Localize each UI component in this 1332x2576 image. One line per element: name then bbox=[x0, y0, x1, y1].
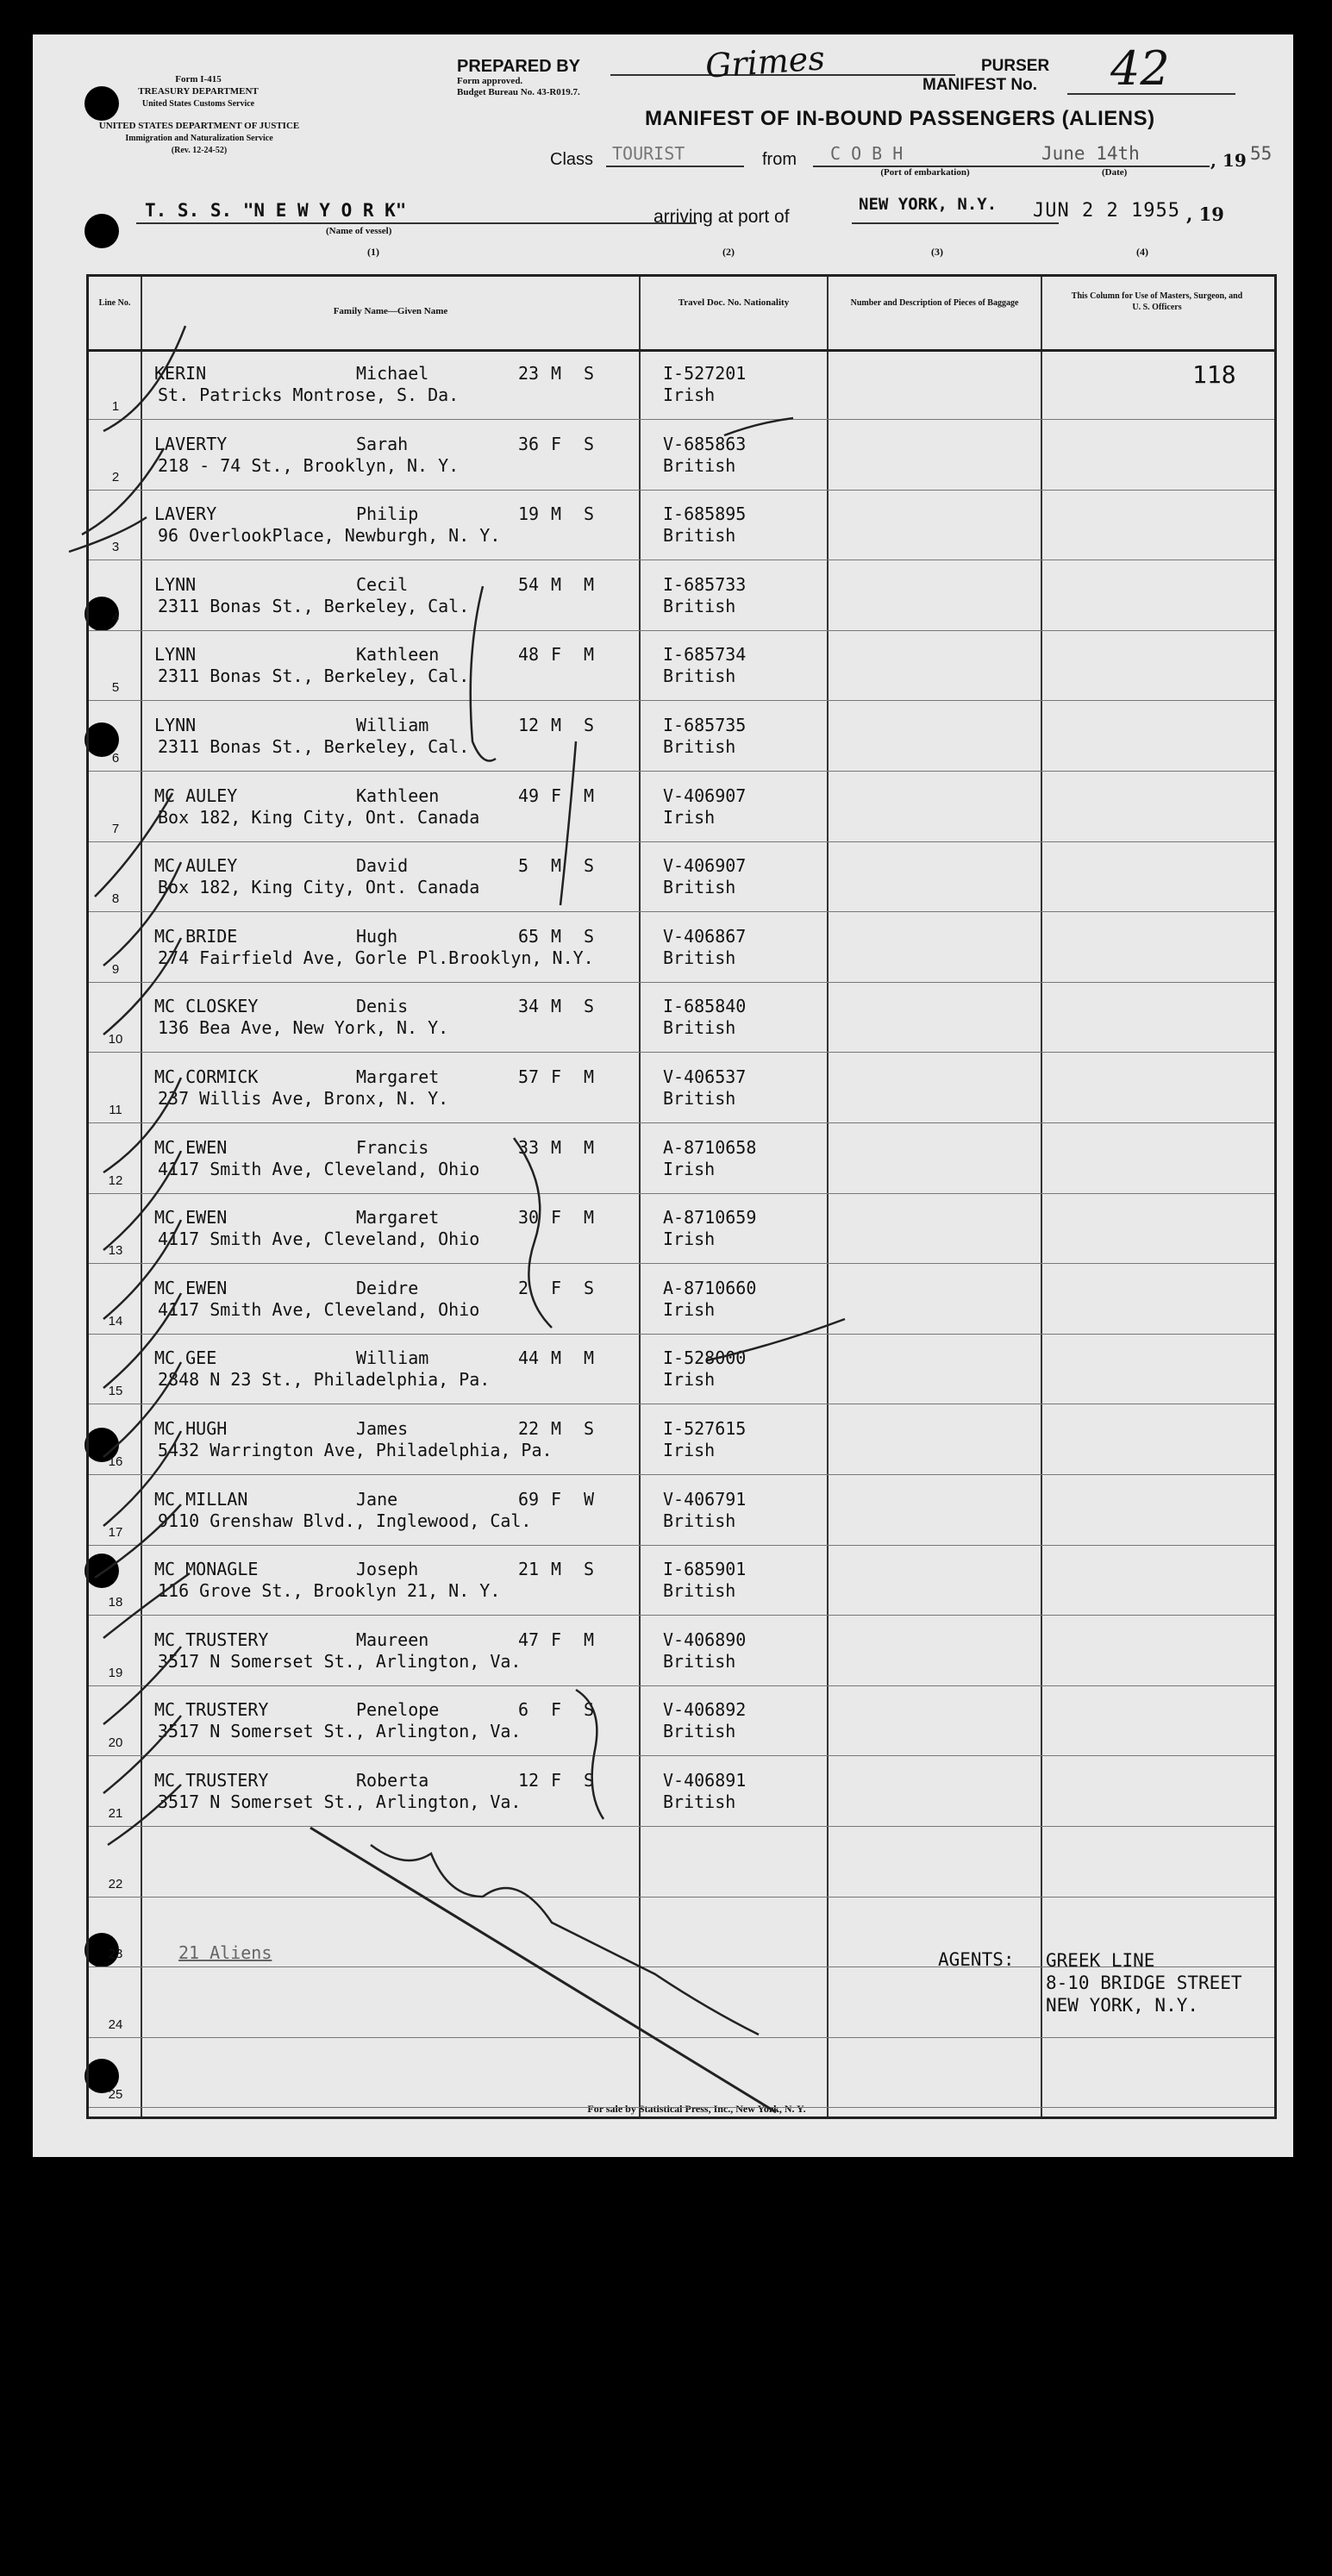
passenger-family-name: LYNN bbox=[154, 644, 197, 666]
passenger-marital-status: M bbox=[584, 785, 595, 806]
line-number: 24 bbox=[108, 2016, 123, 2032]
passenger-sex: M bbox=[551, 363, 562, 384]
officer-note: 118 bbox=[1192, 360, 1236, 389]
passenger-family-name: MC AULEY bbox=[154, 855, 238, 877]
check-mark bbox=[103, 1151, 181, 1250]
passenger-sex: F bbox=[551, 1277, 562, 1298]
passenger-given-name: Michael bbox=[356, 363, 429, 384]
passenger-given-name: Denis bbox=[356, 996, 409, 1017]
passenger-family-name: MC MILLAN bbox=[154, 1488, 248, 1510]
passenger-family-name: LYNN bbox=[154, 573, 197, 595]
passenger-address: 218 - 74 St., Brooklyn, N. Y. bbox=[158, 454, 460, 476]
line-number: 4 bbox=[111, 610, 120, 625]
line-number: 22 bbox=[108, 1876, 123, 1891]
passenger-sex: F bbox=[551, 1770, 562, 1791]
passenger-family-name: KERIN bbox=[154, 363, 207, 384]
line-number: 8 bbox=[111, 891, 120, 907]
travel-doc-number: V-406791 bbox=[663, 1488, 747, 1510]
arriving-label: arriving at port of bbox=[653, 207, 790, 227]
diagonal-signature bbox=[371, 1845, 759, 2035]
passenger-given-name: Philip bbox=[356, 503, 419, 525]
line-number: 20 bbox=[108, 1735, 123, 1751]
arrival-date-stamp: JUN 2 2 1955 bbox=[1033, 200, 1180, 222]
passenger-family-name: MC GEE bbox=[154, 1347, 217, 1369]
check-mark bbox=[707, 1319, 845, 1360]
travel-doc-number: A-8710660 bbox=[663, 1277, 757, 1298]
passenger-sex: F bbox=[551, 785, 562, 806]
passenger-age: 54 bbox=[518, 573, 540, 595]
prepared-by-signature: Grimes bbox=[704, 39, 827, 85]
diagonal-signature-line bbox=[310, 1828, 776, 2112]
passenger-sex: F bbox=[551, 1207, 562, 1229]
travel-doc-number: I-527201 bbox=[663, 363, 747, 384]
col-num-3: (3) bbox=[931, 246, 943, 258]
line-number: 18 bbox=[108, 1595, 123, 1610]
passenger-nationality: British bbox=[663, 947, 736, 968]
passenger-address: 3517 N Somerset St., Arlington, Va. bbox=[158, 1791, 522, 1812]
line-number: 21 bbox=[108, 1806, 123, 1821]
passenger-given-name: William bbox=[356, 715, 429, 735]
col-num-1: (1) bbox=[367, 246, 379, 258]
check-mark bbox=[103, 1647, 181, 1724]
passenger-sex: M bbox=[551, 1347, 562, 1369]
passenger-marital-status: S bbox=[584, 925, 595, 947]
passenger-age: 6 bbox=[518, 1699, 529, 1721]
passenger-nationality: British bbox=[663, 1791, 736, 1812]
passenger-given-name: Francis bbox=[356, 1136, 429, 1158]
passenger-address: 2848 N 23 St., Philadelphia, Pa. bbox=[158, 1369, 491, 1391]
header-baggage: Number and Description of Pieces of Baggage bbox=[850, 298, 1019, 308]
passenger-age: 12 bbox=[518, 1770, 540, 1791]
line-number: 3 bbox=[111, 540, 120, 555]
travel-doc-number: I-685734 bbox=[663, 644, 747, 666]
passenger-nationality: British bbox=[663, 1088, 736, 1109]
passenger-age: 47 bbox=[518, 1629, 540, 1650]
agent-city: NEW YORK, N.Y. bbox=[1046, 1995, 1199, 2016]
passenger-nationality: British bbox=[663, 877, 736, 898]
prepared-by-label: PREPARED BY bbox=[457, 57, 580, 76]
passenger-address: 136 Bea Ave, New York, N. Y. bbox=[158, 1017, 449, 1039]
passenger-nationality: British bbox=[663, 1580, 736, 1602]
passenger-sex: F bbox=[551, 1699, 562, 1721]
date-label: (Date) bbox=[1102, 167, 1128, 178]
passenger-family-name: MC EWEN bbox=[154, 1136, 228, 1158]
passenger-given-name: Kathleen bbox=[356, 644, 440, 666]
passenger-marital-status: S bbox=[584, 1559, 595, 1580]
justice-dept: UNITED STATES DEPARTMENT OF JUSTICE bbox=[98, 121, 300, 131]
check-mark bbox=[103, 1293, 181, 1388]
passenger-given-name: Hugh bbox=[356, 925, 398, 947]
line-number: 7 bbox=[111, 821, 120, 836]
passenger-sex: M bbox=[551, 715, 562, 735]
line-number: 23 bbox=[108, 1947, 123, 1962]
form-approved: Form approved. bbox=[457, 76, 523, 86]
col-num-4: (4) bbox=[1136, 246, 1148, 258]
line-number: 14 bbox=[108, 1313, 123, 1329]
agent-name: GREEK LINE bbox=[1046, 1950, 1155, 1971]
passenger-marital-status: S bbox=[584, 1770, 595, 1791]
passenger-address: 4117 Smith Ave, Cleveland, Ohio bbox=[158, 1229, 480, 1250]
travel-doc-number: V-406537 bbox=[663, 1066, 747, 1087]
check-mark bbox=[103, 1716, 181, 1793]
check-mark bbox=[69, 517, 147, 555]
passenger-address: 3517 N Somerset St., Arlington, Va. bbox=[158, 1721, 522, 1742]
passenger-nationality: British bbox=[663, 1650, 736, 1672]
passenger-nationality: Irish bbox=[663, 1158, 716, 1179]
passenger-age: 12 bbox=[518, 715, 540, 735]
passenger-family-name: MC TRUSTERY bbox=[154, 1699, 269, 1721]
passenger-marital-status: S bbox=[584, 363, 595, 384]
ins-service: Immigration and Naturalization Service bbox=[125, 134, 273, 143]
from-value: C O B H bbox=[830, 143, 904, 164]
passenger-family-name: LAVERY bbox=[154, 503, 217, 525]
passenger-marital-status: W bbox=[584, 1488, 595, 1510]
passenger-age: 2 bbox=[518, 1277, 529, 1298]
travel-doc-number: I-685901 bbox=[663, 1559, 747, 1580]
travel-doc-number: A-8710659 bbox=[663, 1207, 757, 1229]
class-value: TOURIST bbox=[612, 143, 685, 164]
passenger-marital-status: S bbox=[584, 996, 595, 1017]
passenger-nationality: British bbox=[663, 525, 736, 547]
check-mark bbox=[95, 1504, 181, 1578]
passenger-family-name: MC CORMICK bbox=[154, 1066, 259, 1087]
passenger-family-name: MC TRUSTERY bbox=[154, 1770, 269, 1791]
passenger-family-name: MC EWEN bbox=[154, 1277, 228, 1298]
vessel-name: T. S. S. "N E W Y O R K" bbox=[145, 200, 407, 221]
passenger-nationality: British bbox=[663, 1721, 736, 1742]
passenger-sex: F bbox=[551, 644, 562, 666]
passenger-address: 2311 Bonas St., Berkeley, Cal. bbox=[158, 595, 470, 616]
passenger-sex: M bbox=[551, 503, 562, 525]
passenger-age: 5 bbox=[518, 855, 529, 877]
port-embarkation-label: (Port of embarkation) bbox=[880, 167, 970, 178]
revision: (Rev. 12-24-52) bbox=[171, 146, 228, 155]
passenger-sex: F bbox=[551, 1066, 562, 1087]
passenger-sex: M bbox=[551, 1136, 562, 1158]
passenger-sex: F bbox=[551, 1629, 562, 1650]
passenger-age: 57 bbox=[518, 1066, 540, 1087]
travel-doc-number: I-685840 bbox=[663, 996, 747, 1017]
passenger-marital-status: S bbox=[584, 503, 595, 525]
line-number: 10 bbox=[108, 1032, 123, 1047]
passenger-sex: M bbox=[551, 855, 562, 877]
check-mark bbox=[724, 418, 793, 435]
passenger-address: 237 Willis Ave, Bronx, N. Y. bbox=[158, 1088, 449, 1109]
passenger-given-name: Roberta bbox=[356, 1770, 429, 1791]
date-value: June 14th bbox=[1041, 143, 1140, 164]
passenger-family-name: MC CLOSKEY bbox=[154, 996, 259, 1017]
budget-bureau: Budget Bureau No. 43-R019.7. bbox=[457, 87, 580, 97]
passenger-given-name: William bbox=[356, 1347, 429, 1369]
year-value: 55 bbox=[1250, 143, 1273, 164]
line-number: 9 bbox=[111, 961, 120, 977]
passenger-address: 2311 Bonas St., Berkeley, Cal. bbox=[158, 736, 470, 757]
passenger-marital-status: M bbox=[584, 1136, 595, 1158]
passenger-sex: M bbox=[551, 1418, 562, 1439]
passenger-address: 96 OverlookPlace, Newburgh, N. Y. bbox=[158, 525, 501, 547]
passenger-address: 116 Grove St., Brooklyn 21, N. Y. bbox=[158, 1580, 501, 1602]
passenger-family-name: LAVERTY bbox=[154, 433, 228, 454]
passenger-marital-status: S bbox=[584, 1277, 595, 1298]
bracket-mark bbox=[471, 586, 496, 761]
passenger-given-name: Margaret bbox=[356, 1207, 440, 1229]
line-number: 12 bbox=[108, 1172, 123, 1188]
passenger-nationality: Irish bbox=[663, 1229, 716, 1250]
line-number: 2 bbox=[111, 469, 120, 485]
passenger-given-name: Penelope bbox=[356, 1699, 440, 1721]
passenger-sex: F bbox=[551, 1488, 562, 1510]
line-number: 17 bbox=[108, 1524, 123, 1540]
passenger-marital-status: M bbox=[584, 644, 595, 666]
passenger-sex: F bbox=[551, 433, 562, 454]
bracket-mark bbox=[576, 1690, 603, 1819]
treasury-dept: TREASURY DEPARTMENT bbox=[138, 86, 259, 97]
check-mark bbox=[103, 1078, 181, 1172]
passenger-marital-status: M bbox=[584, 1629, 595, 1650]
passenger-age: 19 bbox=[518, 503, 540, 525]
passenger-nationality: Irish bbox=[663, 1440, 716, 1460]
travel-doc-number: I-528000 bbox=[663, 1347, 747, 1369]
check-mark bbox=[103, 938, 181, 1035]
passenger-nationality: British bbox=[663, 666, 736, 687]
passenger-marital-status: S bbox=[584, 855, 595, 877]
travel-doc-number: V-406907 bbox=[663, 855, 747, 877]
passenger-marital-status: S bbox=[584, 715, 595, 735]
passenger-nationality: Irish bbox=[663, 806, 716, 828]
passenger-address: 5432 Warrington Ave, Philadelphia, Pa. bbox=[158, 1440, 553, 1460]
check-mark bbox=[103, 1573, 190, 1638]
check-mark bbox=[103, 1362, 181, 1457]
passenger-sex: M bbox=[551, 925, 562, 947]
passenger-family-name: MC TRUSTERY bbox=[154, 1629, 269, 1650]
customs-service: United States Customs Service bbox=[141, 99, 255, 109]
passenger-marital-status: S bbox=[584, 1418, 595, 1439]
line-number: 1 bbox=[111, 399, 120, 414]
travel-doc-number: V-685863 bbox=[663, 433, 747, 454]
line-number: 16 bbox=[108, 1454, 123, 1469]
travel-doc-number: V-406867 bbox=[663, 925, 747, 947]
check-mark bbox=[82, 448, 164, 535]
passenger-family-name: MC BRIDE bbox=[154, 925, 238, 947]
year-prefix: , 19 bbox=[1210, 150, 1247, 171]
manifest-title: MANIFEST OF IN-BOUND PASSENGERS (ALIENS) bbox=[645, 107, 1155, 130]
line-number: 5 bbox=[111, 680, 120, 696]
passenger-marital-status: M bbox=[584, 1347, 595, 1369]
passenger-address: 2311 Bonas St., Berkeley, Cal. bbox=[158, 666, 470, 687]
manifest-number: 42 bbox=[1110, 41, 1170, 96]
passenger-given-name: Sarah bbox=[356, 433, 409, 454]
header-travel-doc: Travel Doc. No. Nationality bbox=[678, 297, 790, 308]
line-number: 13 bbox=[108, 1243, 123, 1259]
passenger-age: 23 bbox=[518, 363, 540, 384]
passenger-given-name: Cecil bbox=[356, 573, 409, 595]
passenger-address: 4117 Smith Ave, Cleveland, Ohio bbox=[158, 1158, 480, 1179]
purser-label: PURSER bbox=[981, 57, 1050, 75]
passenger-nationality: Irish bbox=[663, 385, 716, 405]
class-label: Class bbox=[550, 150, 594, 169]
passenger-family-name: MC EWEN bbox=[154, 1207, 228, 1229]
passenger-family-name: MC HUGH bbox=[154, 1418, 228, 1439]
vessel-label: (Name of vessel) bbox=[326, 226, 392, 236]
line-number: 6 bbox=[111, 751, 120, 766]
travel-doc-number: A-8710658 bbox=[663, 1136, 757, 1158]
form-number: Form I-415 bbox=[175, 74, 222, 84]
check-mark bbox=[95, 793, 172, 897]
passenger-age: 34 bbox=[518, 996, 540, 1017]
manifest-no-label: MANIFEST No. bbox=[922, 76, 1037, 94]
passenger-given-name: Jane bbox=[356, 1488, 398, 1510]
passenger-address: 274 Fairfield Ave, Gorle Pl.Brooklyn, N.Y. bbox=[158, 947, 594, 968]
passenger-age: 49 bbox=[518, 785, 540, 806]
passenger-age: 33 bbox=[518, 1136, 540, 1158]
passenger-age: 44 bbox=[518, 1347, 540, 1369]
check-mark bbox=[108, 1785, 181, 1845]
arrival-port: NEW YORK, N.Y. bbox=[859, 195, 997, 214]
travel-doc-number: V-406892 bbox=[663, 1699, 747, 1721]
passenger-address: St. Patricks Montrose, S. Da. bbox=[158, 385, 460, 405]
passenger-nationality: Irish bbox=[663, 1369, 716, 1391]
passenger-given-name: Joseph bbox=[356, 1559, 419, 1580]
check-mark bbox=[103, 1431, 181, 1526]
printer-footer: For sale by Statistical Press, Inc., New York, N. Y. bbox=[587, 2103, 806, 2115]
passenger-nationality: British bbox=[663, 1017, 736, 1039]
passenger-marital-status: M bbox=[584, 1207, 595, 1229]
passenger-given-name: Margaret bbox=[356, 1066, 440, 1087]
total-aliens: 21 Aliens bbox=[178, 1942, 272, 1963]
passenger-given-name: Maureen bbox=[356, 1629, 429, 1650]
check-mark bbox=[103, 326, 185, 431]
line-number: 11 bbox=[109, 1103, 122, 1117]
passenger-address: 3517 N Somerset St., Arlington, Va. bbox=[158, 1650, 522, 1672]
travel-doc-number: V-406890 bbox=[663, 1629, 747, 1650]
passenger-age: 69 bbox=[518, 1488, 540, 1510]
passenger-given-name: David bbox=[356, 855, 409, 877]
travel-doc-number: V-406907 bbox=[663, 785, 747, 806]
check-mark bbox=[103, 1220, 181, 1319]
check-mark bbox=[103, 862, 181, 966]
passenger-marital-status: M bbox=[584, 1066, 595, 1087]
passenger-family-name: MC MONAGLE bbox=[154, 1559, 259, 1580]
passenger-address: 4117 Smith Ave, Cleveland, Ohio bbox=[158, 1298, 480, 1320]
passenger-address: Box 182, King City, Ont. Canada bbox=[158, 806, 480, 828]
travel-doc-number: I-527615 bbox=[663, 1418, 747, 1439]
agents-label: AGENTS: bbox=[938, 1949, 1015, 1970]
passenger-family-name: MC AULEY bbox=[154, 785, 238, 806]
travel-doc-number: I-685733 bbox=[663, 573, 747, 595]
passenger-nationality: Irish bbox=[663, 1298, 716, 1320]
line-number: 15 bbox=[108, 1384, 123, 1399]
passenger-sex: M bbox=[551, 573, 562, 595]
agent-street: 8-10 BRIDGE STREET bbox=[1046, 1973, 1242, 1993]
header-line-no: Line No. bbox=[98, 298, 131, 308]
bracket-mark bbox=[514, 1138, 552, 1328]
passenger-nationality: British bbox=[663, 736, 736, 757]
passenger-marital-status: M bbox=[584, 573, 595, 595]
passenger-age: 21 bbox=[518, 1559, 540, 1580]
passenger-age: 22 bbox=[518, 1418, 540, 1439]
passenger-given-name: Kathleen bbox=[356, 785, 440, 806]
year-suffix: , 19 bbox=[1186, 203, 1224, 225]
passenger-marital-status: S bbox=[584, 1699, 595, 1721]
travel-doc-number: I-685895 bbox=[663, 503, 747, 525]
bracket-mark bbox=[560, 741, 576, 905]
passenger-sex: M bbox=[551, 1559, 562, 1580]
passenger-age: 65 bbox=[518, 925, 540, 947]
header-name: Family Name—Given Name bbox=[333, 306, 448, 316]
header-officers: This Column for Use of Masters, Surgeon, and U. S. Officers bbox=[1071, 291, 1243, 312]
passenger-nationality: British bbox=[663, 1510, 736, 1531]
travel-doc-number: I-685735 bbox=[663, 715, 747, 735]
passenger-sex: M bbox=[551, 996, 562, 1017]
line-number: 19 bbox=[108, 1665, 123, 1680]
passenger-family-name: LYNN bbox=[154, 715, 197, 735]
passenger-age: 48 bbox=[518, 644, 540, 666]
col-num-2: (2) bbox=[722, 246, 735, 258]
passenger-nationality: British bbox=[663, 595, 736, 616]
passenger-nationality: British bbox=[663, 454, 736, 476]
passenger-given-name: Deidre bbox=[356, 1277, 419, 1298]
passenger-address: Box 182, King City, Ont. Canada bbox=[158, 877, 480, 898]
travel-doc-number: V-406891 bbox=[663, 1770, 747, 1791]
passenger-address: 9110 Grenshaw Blvd., Inglewood, Cal. bbox=[158, 1510, 532, 1531]
from-label: from bbox=[762, 150, 797, 169]
passenger-given-name: James bbox=[356, 1418, 409, 1439]
passenger-marital-status: S bbox=[584, 433, 595, 454]
passenger-age: 36 bbox=[518, 433, 540, 454]
line-number: 25 bbox=[108, 2087, 123, 2103]
passenger-age: 30 bbox=[518, 1207, 540, 1229]
